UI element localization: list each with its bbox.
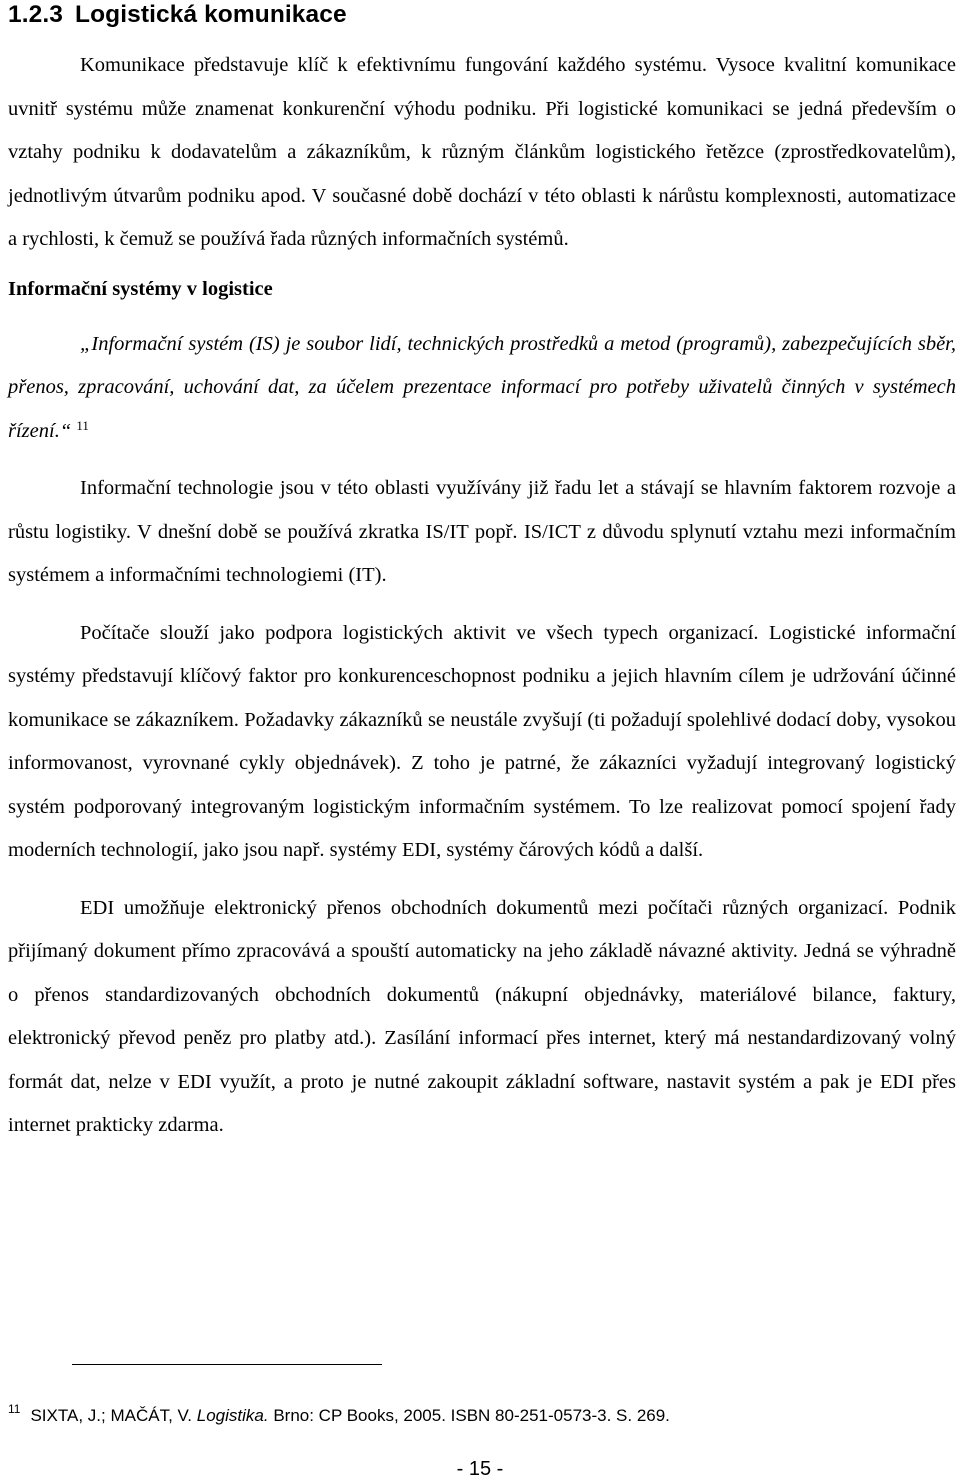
paragraph-intro: Komunikace představuje klíč k efektivnímu fungování každého systému. Vysoce kvalitní komunikace uvnitř systému může znamenat konkurenční výhodu podniku. Při logistické komunikaci se jedná především o vztahy podniku k dodavatelům a zákazníkům, k různým článkům logistického řetězce (zprostředkovatelům), jednotlivým útvarům podniku apod. V současné době dochází v této oblasti k nárůstu komplexnosti, automatizace a rychlosti, k čemuž se používá řada různých informačních systémů. <box>8 54 956 250</box>
section-heading <box>8 0 956 30</box>
paragraph-computers: Počítače slouží jako podpora logistických aktivit ve všech typech organizací. Logistické informační systémy představují klíčový faktor pro konkurenceschopnost podniku a jejich hlavním cílem je udržování účinné komunikace se zákazníkem. Požadavky zákazníků se neustále zvyšují (ti požadují spolehlivé dodací doby, vysokou informovanost, vyrovnané cykly objednávek). Z toho je patrné, že zákazníci vyžadují integrovaný logistický systém podporovaný integrovaným logistickým informačním systémem. To lze realizovat pomocí spojení řady moderních technologií, jako jsou např. systémy EDI, systémy čárových kódů a další. <box>8 621 956 861</box>
paragraph-it: Informační technologie jsou v této oblasti využívány již řadu let a stávají se hlavním faktorem rozvoje a růstu logistiky. V dnešní době se používá zkratka IS/IT popř. IS/ICT z důvodu splynutí vztahu mezi informačním systémem a informačními technologiemi (IT). <box>8 477 956 586</box>
page-number: - 15 - <box>456 1458 504 1480</box>
footnote-publication: Brno: CP Books, 2005. ISBN 80-251-0573-3. S. 269. <box>273 1406 670 1425</box>
footnote-authors: SIXTA, J.; MAČÁT, V. <box>30 1406 193 1425</box>
footnote-separator <box>72 1364 382 1365</box>
footnote <box>8 1404 670 1428</box>
subheading-information-systems: Informační systémy v logistice <box>8 277 273 300</box>
paragraph-edi: EDI umožňuje elektronický přenos obchodních dokumentů mezi počítači různých organizací. Podnik přijímaný dokument přímo zpracovává a spouští automaticky na jeho základě návazné aktivity. Jedná se výhradně o přenos standardizovaných obchodních dokumentů (nákupní objednávky, materiálové bilance, faktury, elektronický převod peněz pro platby atd.). Zasílání informací přes internet, který má nestandardizovaný volný formát dat, nelze v EDI využít, a proto je nutné zakoupit základní software, nastavit systém a pak je EDI přes internet prakticky zdarma. <box>8 896 956 1136</box>
section-title: Logistická komunikace <box>75 1 347 28</box>
footnote-number: 11 <box>8 1402 21 1416</box>
footnote-ref[interactable]: 11 <box>76 417 89 433</box>
quote-text: „Informační systém (IS) je soubor lidí, technických prostředků a metod (programů), zabezpečujících sběr, přenos, zpracování, uchování dat, za účelem prezentace informací pro potřeby uživatelů činných v systémech řízení.“ <box>8 332 956 442</box>
document-page <box>8 0 956 1148</box>
section-number: 1.2.3 <box>8 1 63 28</box>
definition-quote <box>8 323 956 454</box>
footnote-title: Logistika. <box>196 1406 269 1425</box>
